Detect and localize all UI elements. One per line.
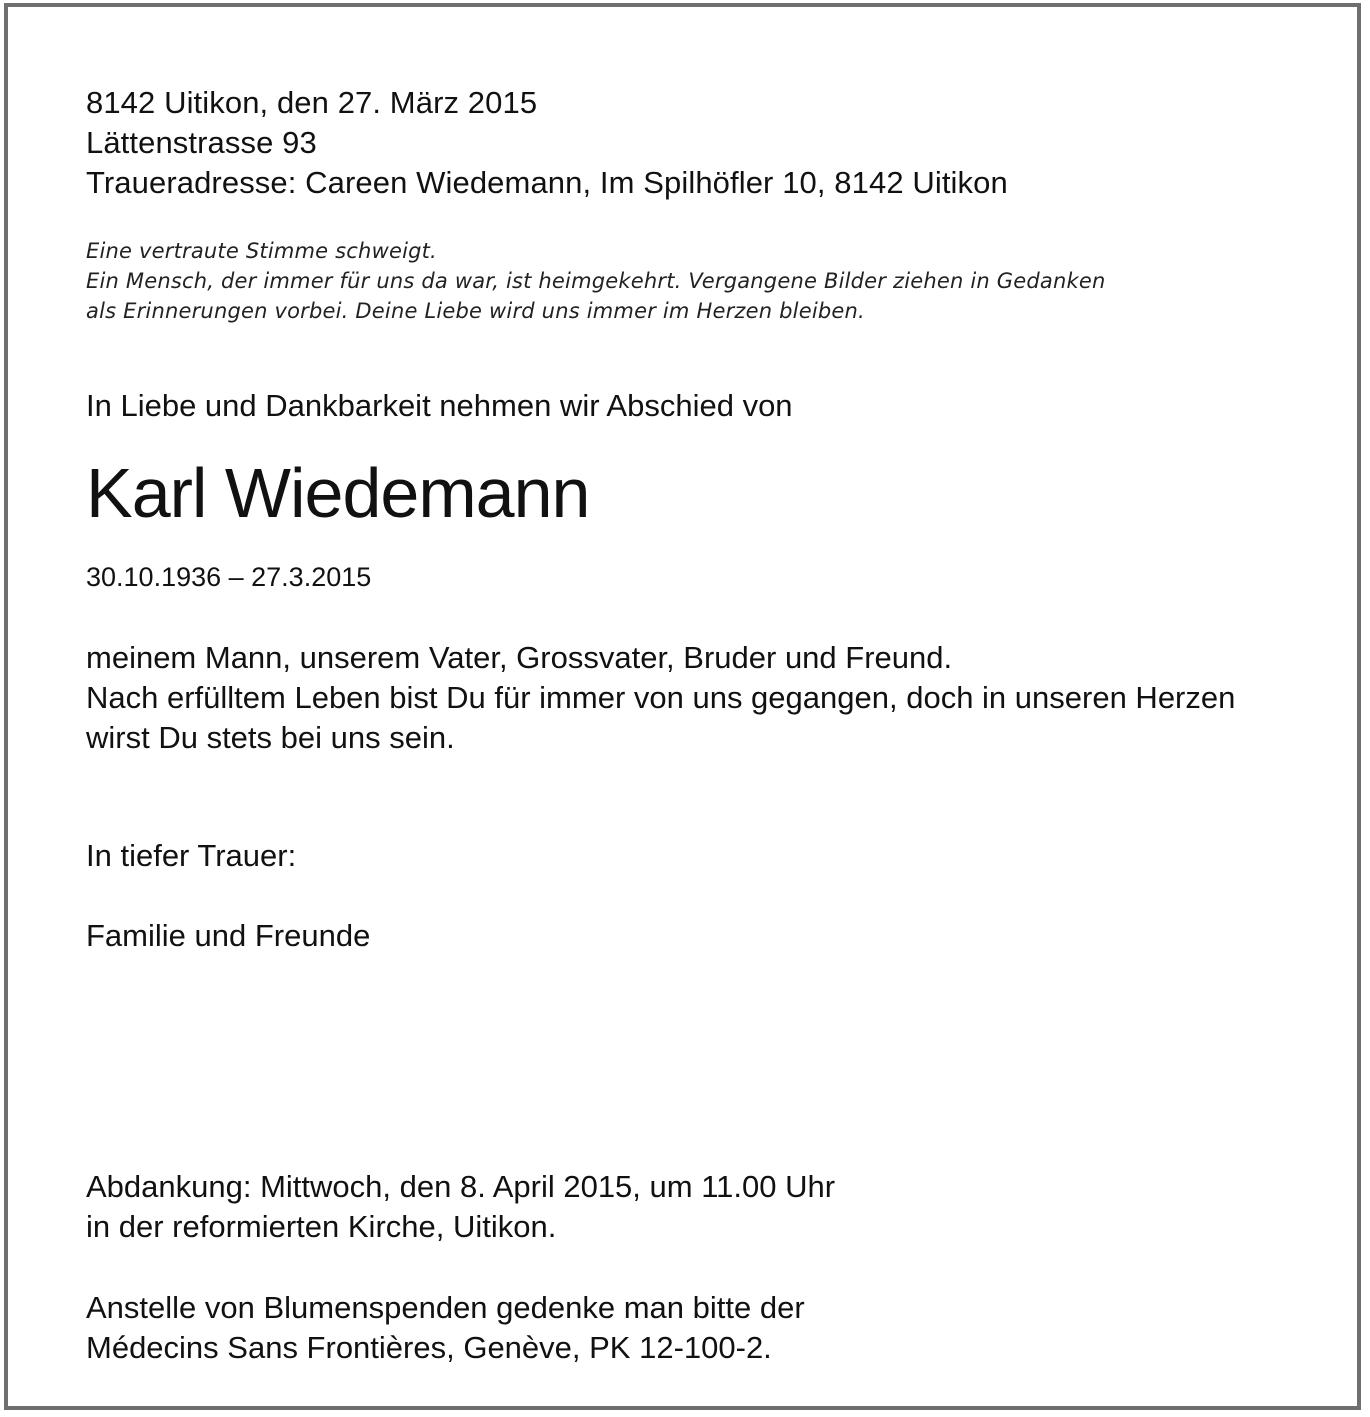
obituary-frame [4, 3, 1361, 1410]
message-line-1: meinem Mann, unserem Vater, Grossvater, Bruder und Freund. [86, 640, 953, 675]
donation-line-1: Anstelle von Blumenspenden gedenke man bitte der [86, 1290, 805, 1325]
motto-line-1: Eine vertraute Stimme schweigt. [86, 239, 437, 263]
life-dates: 30.10.1936 – 27.3.2015 [86, 562, 372, 592]
ceremony-info [86, 1167, 835, 1247]
mourners: Familie und Freunde [86, 918, 371, 953]
motto-line-3: als Erinnerungen vorbei. Deine Liebe wird uns immer im Herzen bleiben. [86, 299, 865, 323]
donation-info [86, 1288, 805, 1368]
mourning-label: In tiefer Trauer: [86, 838, 297, 873]
message-line-3: wirst Du stets bei uns sein. [86, 720, 455, 755]
motto-verse [86, 236, 1106, 326]
street-address: Lättenstrasse 93 [86, 125, 317, 160]
deceased-name: Karl Wiedemann [86, 454, 590, 532]
motto-line-2: Ein Mensch, der immer für uns da war, ist heimgekehrt. Vergangene Bilder ziehen in Gedanken [86, 269, 1106, 293]
mourning-address: Traueradresse: Careen Wiedemann, Im Spilhöfler 10, 8142 Uitikon [86, 165, 1008, 200]
ceremony-line-2: in der reformierten Kirche, Uitikon. [86, 1209, 557, 1244]
farewell-message [86, 638, 1235, 758]
donation-line-2: Médecins Sans Frontières, Genève, PK 12-100-2. [86, 1330, 772, 1365]
farewell-intro: In Liebe und Dankbarkeit nehmen wir Abschied von [86, 388, 793, 423]
place-date: 8142 Uitikon, den 27. März 2015 [86, 85, 538, 120]
header-address-block [86, 83, 1008, 203]
ceremony-line-1: Abdankung: Mittwoch, den 8. April 2015, um 11.00 Uhr [86, 1169, 836, 1204]
message-line-2: Nach erfülltem Leben bist Du für immer von uns gegangen, doch in unseren Herzen [86, 680, 1236, 715]
